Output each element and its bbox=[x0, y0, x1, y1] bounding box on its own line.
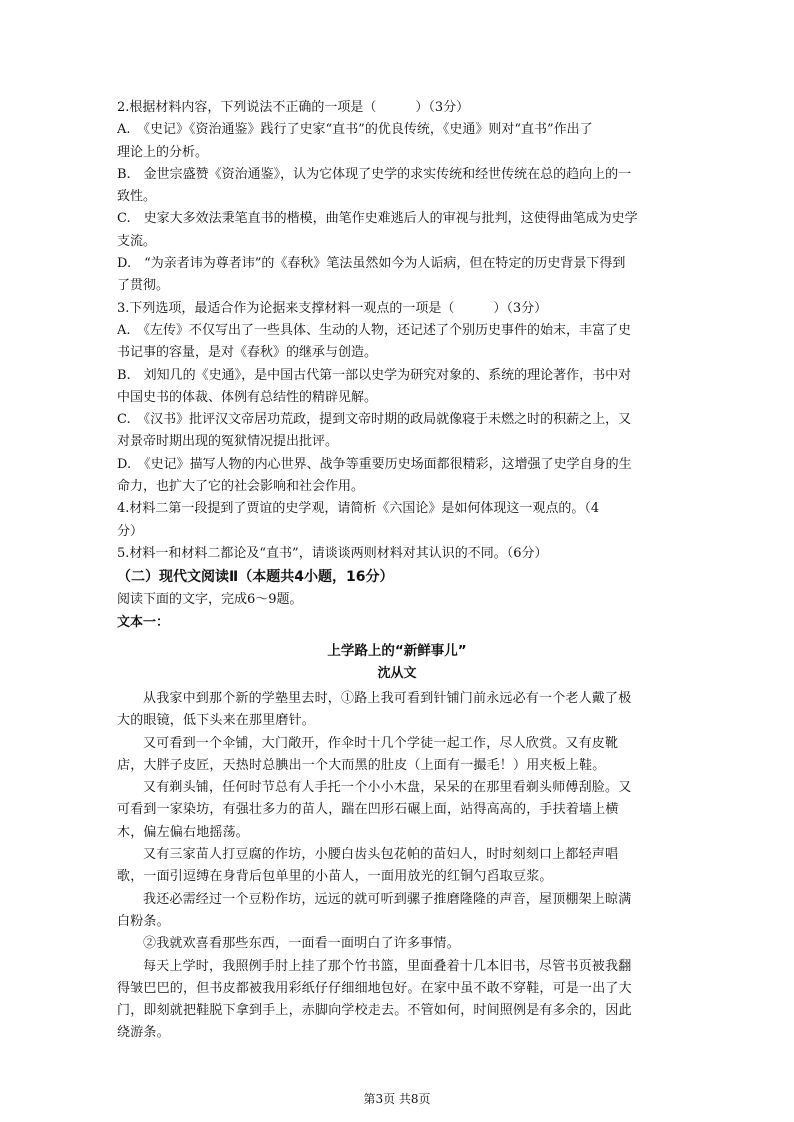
article-line: 绕游条。 bbox=[117, 1025, 170, 1041]
article-line: 大的眼镜，低下头来在那里磨针。 bbox=[117, 713, 316, 729]
article-line: 又可看到一个伞铺，大门敞开，作伞时十几个学徒一起工作，尽人欣赏。又有皮靴 bbox=[143, 735, 619, 751]
question-line: C. 史家大多效法秉笔直书的楷模，曲笔作史难逃后人的审视与批判，这使得曲笔成为史学 bbox=[117, 211, 638, 227]
question-line: 致性。 bbox=[117, 189, 157, 205]
article-line: 又有剃头铺，任何时节总有人手托一个小小木盘，呆呆的在那里看剃头师傅刮脸。又 bbox=[143, 780, 632, 796]
article-line: 可看到一家染坊，有强壮多力的苗人，踹在凹形石碾上面，站得高高的，手扶着墙上横 bbox=[117, 802, 619, 818]
page-footer: 第3页 共8页 bbox=[363, 1092, 431, 1106]
article-line: 白粉条。 bbox=[117, 913, 170, 929]
question-line: 分） bbox=[117, 523, 144, 539]
questions-block bbox=[117, 97, 677, 565]
question-line: 3.下列选项，最适合作为论据来支撑材料一观点的一项是（ ）（3分） bbox=[117, 300, 548, 316]
article-line: 歌，一面引逗缚在身背后包单里的小苗人，一面用放光的红铜勺舀取豆浆。 bbox=[117, 869, 553, 885]
question-line: B. 金世宗盛赞《资治通鉴》，认为它体现了史学的求实传统和经世传统在总的趋向上的一 bbox=[117, 166, 632, 182]
question-line: A. 《左传》不仅写出了一些具体、生动的人物，还记述了个别历史事件的始末，丰富了史 bbox=[117, 322, 632, 338]
article-line: ②我就欢喜看那些东西，一面看一面明白了许多事情。 bbox=[143, 936, 460, 952]
section-heading: （二）现代文阅读Ⅱ（本题共4小题，16分） bbox=[117, 569, 394, 585]
question-line: 理论上的分析。 bbox=[117, 144, 209, 160]
instruction-text: 阅读下面的文字，完成6～9题。 bbox=[117, 592, 303, 607]
question-line: 中国史书的体裁、体例有总结性的精辟见解。 bbox=[117, 389, 378, 405]
text-label: 文本一： bbox=[117, 615, 170, 630]
article-author: 沈从文 bbox=[377, 666, 417, 681]
question-line: D. “为亲者讳为尊者讳”的《春秋》笔法虽然如今为人诟病，但在特定的历史背景下得到 bbox=[117, 256, 626, 272]
article-title: 上学路上的“新鲜事儿” bbox=[327, 643, 467, 659]
question-line: 2.根据材料内容，下列说法不正确的一项是（ ）（3分） bbox=[117, 100, 470, 115]
question-line: A. 《史记》《资治通鉴》践行了史家“直书”的优良传统，《史通》则对“直书”作出了 bbox=[117, 122, 593, 138]
question-line: C. 《汉书》批评汉文帝居功荒政，提到文帝时期的政局就像寝于未燃之时的积薪之上，又 bbox=[117, 412, 632, 428]
article-line: 我还必需经过一个豆粉作坊，远远的就可听到骡子推磨隆隆的声音，屋顶棚架上晾满 bbox=[143, 891, 632, 907]
question-line: B. 刘知几的《史通》，是中国古代第一部以史学为研究对象的、系统的理论著作，书中对 bbox=[117, 367, 632, 383]
article-line: 又有三家苗人打豆腐的作坊，小腰白齿头包花帕的苗妇人，时时刻刻口上都轻声唱 bbox=[143, 847, 619, 863]
question-line: 对景帝时期出现的冤狱情况提出批评。 bbox=[117, 434, 339, 450]
question-line: 5.材料一和材料二都论及“直书”，请谈谈两则材料对其认识的不同。（6分） bbox=[117, 545, 548, 561]
question-line: 了贯彻。 bbox=[117, 278, 170, 294]
question-line: 命力，也扩大了它的社会影响和社会作用。 bbox=[117, 479, 365, 495]
article-line: 门，即刻就把鞋脱下拿到手上，赤脚向学校走去。不管如何，时间照例是有多余的，因此 bbox=[117, 1003, 632, 1019]
question-line: 4.材料二第一段提到了贾谊的史学观，请简析《六国论》是如何体现这一观点的。（4 bbox=[117, 501, 600, 517]
article-line: 每天上学时，我照例手肘上挂了那个竹书篮，里面叠着十几本旧书，尽管书页被我翻 bbox=[143, 958, 632, 974]
question-line: 书记事的容量，是对《春秋》的继承与创造。 bbox=[117, 345, 378, 361]
article-line: 从我家中到那个新的学塾里去时，①路上我可看到针铺门前永远必有一个老人戴了极 bbox=[143, 691, 632, 706]
question-line: 支流。 bbox=[117, 233, 157, 249]
article-line: 木，偏左偏右地摇荡。 bbox=[117, 824, 250, 840]
article-body bbox=[117, 688, 677, 1045]
article-line: 得皱巴巴的，但书皮都被我用彩纸仔仔细细地包好。在家中虽不敢不穿鞋，可是一出了大 bbox=[117, 980, 632, 996]
article-line: 店，大胖子皮匠，天热时总腆出一个大而黑的肚皮（上面有一撮毛！）用夹板上鞋。 bbox=[117, 757, 606, 773]
question-line: D. 《史记》描写人物的内心世界、战争等重要历史场面都很精彩，这增强了史学自身的生 bbox=[117, 456, 632, 472]
